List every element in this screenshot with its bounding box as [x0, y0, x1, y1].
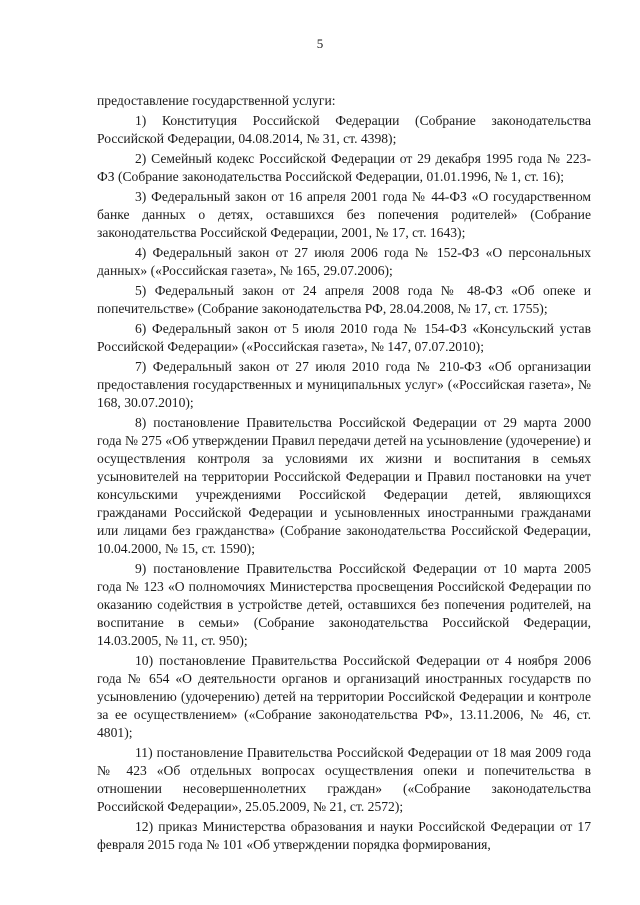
- list-item-3: 3) Федеральный закон от 16 апреля 2001 года № 44-ФЗ «О государственном банке данных о детях, оставшихся без попечения родителей» (Собрание законодательства Российской Федерации, 2001, № 17, ст. 1643);: [97, 189, 591, 240]
- list-item-6: 6) Федеральный закон от 5 июля 2010 года № 154-ФЗ «Консульский устав Российской Федерации» («Российская газета», № 147, 07.07.2010);: [97, 321, 591, 354]
- list-item-9: 9) постановление Правительства Российской Федерации от 10 марта 2005 года № 123 «О полномочиях Министерства просвещения Российской Федерации по оказанию содействия в устройстве детей, оставшихся без попечения родителей, на воспитание в семьи» (Собрание законодательства Российской Федерации, 14.03.2005, № 11, ст. 950);: [97, 561, 591, 648]
- document-body: [97, 92, 591, 856]
- list-item-8: 8) постановление Правительства Российской Федерации от 29 марта 2000 года № 275 «Об утверждении Правил передачи детей на усыновление (удочерение) и осуществления контроля за условиями их жизни и воспитания в семьях усыновителей на территории Российской Федерации и Правил постановки на учет консульскими учреждениями Российской Федерации детей, являющихся гражданами Российской Федерации и усыновленных иностранными гражданами или лицами без гражданства» (Собрание законодательства Российской Федерации, 10.04.2000, № 15, ст. 1590);: [97, 415, 591, 556]
- list-item-10: 10) постановление Правительства Российской Федерации от 4 ноября 2006 года № 654 «О деятельности органов и организаций иностранных государств по усыновлению (удочерению) детей на территории Российской Федерации и контроле за ее осуществлением» («Собрание законодательства РФ», 13.11.2006, № 46, ст. 4801);: [97, 653, 591, 740]
- list-item-1: 1) Конституция Российской Федерации (Собрание законодательства Российской Федерации, 04.08.2014, № 31, ст. 4398);: [97, 113, 591, 146]
- list-item-12: 12) приказ Министерства образования и науки Российской Федерации от 17 февраля 2015 года № 101 «Об утверждении порядка формирования,: [97, 819, 591, 852]
- paragraph-intro: предоставление государственной услуги:: [97, 93, 336, 108]
- page-number: 5: [316, 36, 324, 51]
- list-item-11: 11) постановление Правительства Российской Федерации от 18 мая 2009 года № 423 «Об отдельных вопросах осуществления опеки и попечительства в отношении несовершеннолетних граждан» («Собрание законодательства Российской Федерации», 25.05.2009, № 21, ст. 2572);: [97, 745, 591, 814]
- list-item-2: 2) Семейный кодекс Российской Федерации от 29 декабря 1995 года № 223-ФЗ (Собрание законодательства Российской Федерации, 01.01.1996, № 1, ст. 16);: [97, 151, 591, 184]
- list-item-7: 7) Федеральный закон от 27 июля 2010 года № 210-ФЗ «Об организации предоставления государственных и муниципальных услуг» («Российская газета», № 168, 30.07.2010);: [97, 359, 591, 410]
- list-item-4: 4) Федеральный закон от 27 июля 2006 года № 152-ФЗ «О персональных данных» («Российская газета», № 165, 29.07.2006);: [97, 245, 591, 278]
- list-item-5: 5) Федеральный закон от 24 апреля 2008 года № 48-ФЗ «Об опеке и попечительстве» (Собрание законодательства РФ, 28.04.2008, № 17, ст. 1755);: [97, 283, 591, 316]
